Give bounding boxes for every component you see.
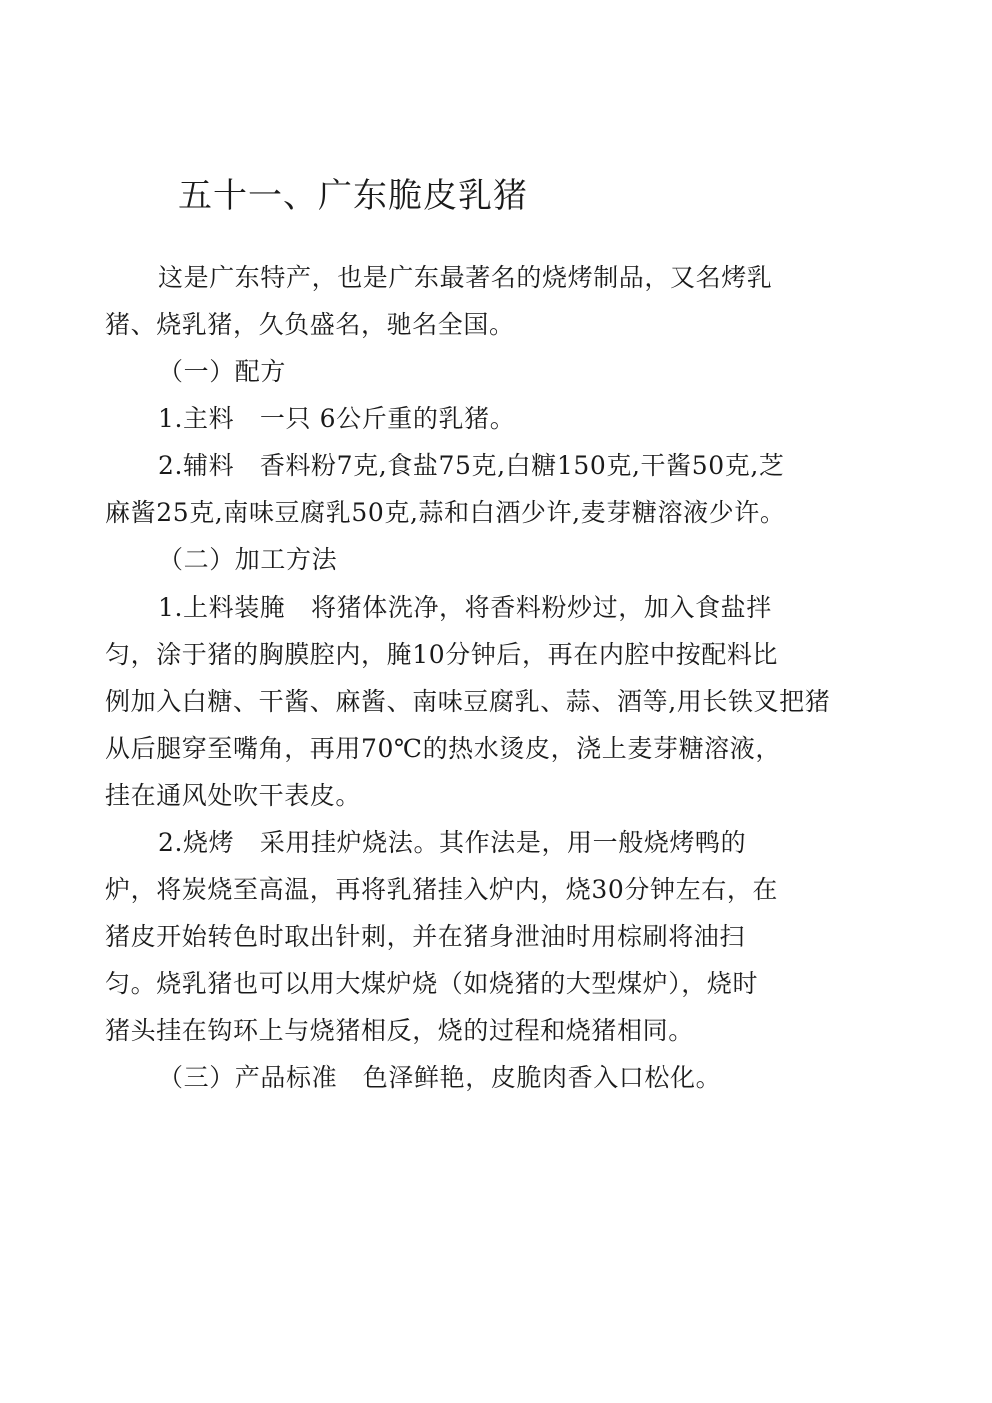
text-line: 炉，将炭烧至高温，再将乳猪挂入炉内，烧30分钟左右，在 (105, 875, 779, 904)
text-line: 1.主料 一只 6公斤重的乳猪。 (158, 404, 516, 433)
section-heading: （三）产品标准 色泽鲜艳，皮脆肉香入口松化。 (158, 1063, 722, 1092)
text-line: 2.辅料 香料粉7克,食盐75克,白糖150克,干酱50克,芝 (158, 451, 785, 480)
text-line: 挂在通风处吹干表皮。 (105, 781, 362, 810)
text-line: 这是广东特产，也是广东最著名的烧烤制品，又名烤乳 (158, 263, 773, 292)
text-line: 例加入白糖、干酱、麻酱、南味豆腐乳、蒜、酒等,用长铁叉把猪 (105, 687, 831, 716)
text-line: 猪头挂在钩环上与烧猪相反，烧的过程和烧猪相同。 (105, 1016, 694, 1045)
section-heading: （二）加工方法 (158, 545, 338, 574)
text-line: 从后腿穿至嘴角，再用70℃的热水烫皮，浇上麦芽糖溶液， (105, 734, 781, 763)
text-line: 匀。烧乳猪也可以用大煤炉烧（如烧猪的大型煤炉），烧时 (105, 969, 759, 998)
text-line: 2.烧烤 采用挂炉烧法。其作法是，用一般烧烤鸭的 (158, 828, 747, 857)
page-title: 五十一、广东脆皮乳猪 (178, 176, 528, 216)
text-line: 猪皮开始转色时取出针刺，并在猪身泄油时用棕刷将油扫 (105, 922, 746, 951)
section-heading: （一）配方 (158, 357, 287, 386)
text-line: 猪、烧乳猪，久负盛名，驰名全国。 (105, 310, 515, 339)
text-line: 1.上料装腌 将猪体洗净，将香料粉炒过，加入食盐拌 (158, 593, 772, 622)
text-line: 匀，涂于猪的胸膜腔内，腌10分钟后，再在内腔中按配料比 (105, 640, 779, 669)
text-line: 麻酱25克,南味豆腐乳50克,蒜和白酒少许,麦芽糖溶液少许。 (105, 498, 786, 527)
